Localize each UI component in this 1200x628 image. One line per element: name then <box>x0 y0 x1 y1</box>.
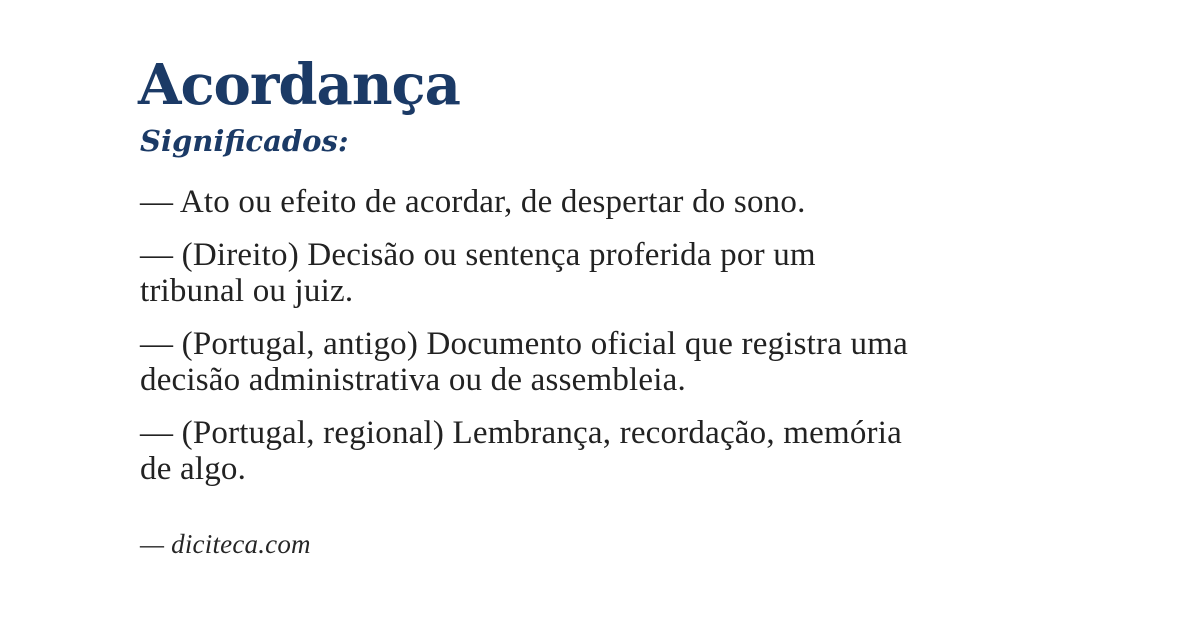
definition-item <box>140 237 1100 309</box>
attribution: — diciteca.com <box>140 529 311 559</box>
definition-line: de algo. <box>140 451 247 487</box>
word-title: Acordança <box>138 52 460 118</box>
definition-line: — (Portugal, antigo) Documento oficial que registra uma <box>140 326 908 362</box>
definition-line: — (Direito) Decisão ou sentença proferida por um <box>140 237 816 273</box>
definition-item <box>140 184 1100 220</box>
definition-item <box>140 326 1100 398</box>
definition-line: decisão administrativa ou de assembleia. <box>140 362 686 398</box>
definition-line: — (Portugal, regional) Lembrança, recordação, memória <box>140 415 902 451</box>
meanings-label: Significados: <box>140 124 349 158</box>
definition-line: tribunal ou juiz. <box>140 273 354 309</box>
definition-item <box>140 415 1100 487</box>
definitions-list <box>140 184 1100 504</box>
definition-line: — Ato ou efeito de acordar, de despertar do sono. <box>140 184 806 220</box>
